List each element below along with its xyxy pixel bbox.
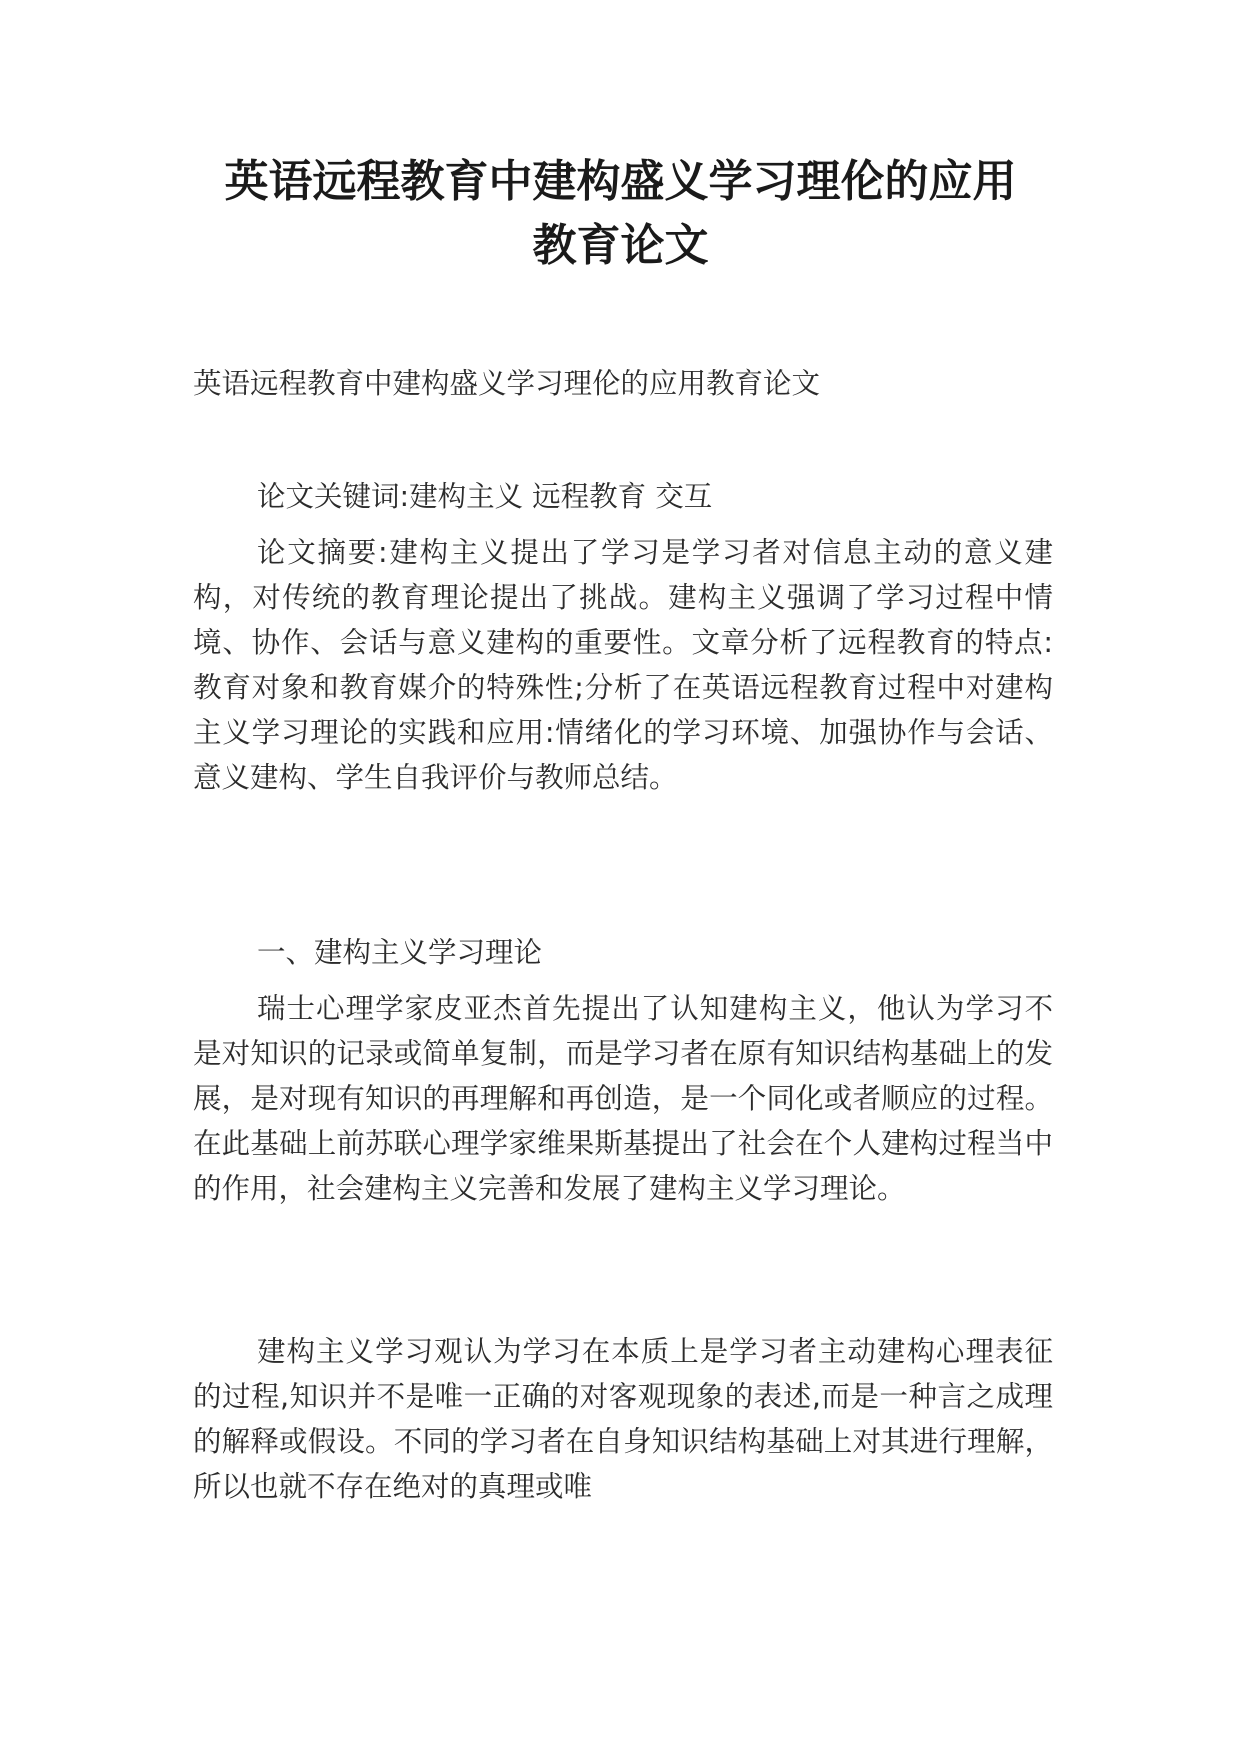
document-title-line-2: 教育论文: [532, 220, 709, 271]
keywords-paragraph: 论文关键词:建构主义 远程教育 交互: [257, 480, 713, 513]
document-subtitle: 英语远程教育中建构盛义学习理伦的应用教育论文: [193, 367, 821, 400]
document-title-line-1: 英语远程教育中建构盛义学习理伦的应用: [224, 156, 1017, 207]
section-heading: 一、建构主义学习理论: [257, 936, 543, 969]
body-paragraph-2: 建构主义学习观认为学习在本质上是学习者主动建构心理表征的过程,知识并不是唯一正确的对客观现象的表述,而是一种言之成理的解释或假设。不同的学习者在自身知识结构基础上对其进行理解，所以也就不存在绝对的真理或唯: [193, 1335, 1053, 1503]
abstract-paragraph: 论文摘要:建构主义提出了学习是学习者对信息主动的意义建构，对传统的教育理论提出了挑战。建构主义强调了学习过程中情境、协作、会话与意义建构的重要性。文章分析了远程教育的特点:教育对象和教育媒介的特殊性;分析了在英语远程教育过程中对建构主义学习理论的实践和应用:情绪化的学习环境、加强协作与会话、意义建构、学生自我评价与教师总结。: [193, 536, 1053, 794]
body-paragraph-1: 瑞士心理学家皮亚杰首先提出了认知建构主义，他认为学习不是对知识的记录或简单复制，而是学习者在原有知识结构基础上的发展，是对现有知识的再理解和再创造，是一个同化或者顺应的过程。在此基础上前苏联心理学家维果斯基提出了社会在个人建构过程当中的作用，社会建构主义完善和发展了建构主义学习理论。: [193, 992, 1053, 1205]
